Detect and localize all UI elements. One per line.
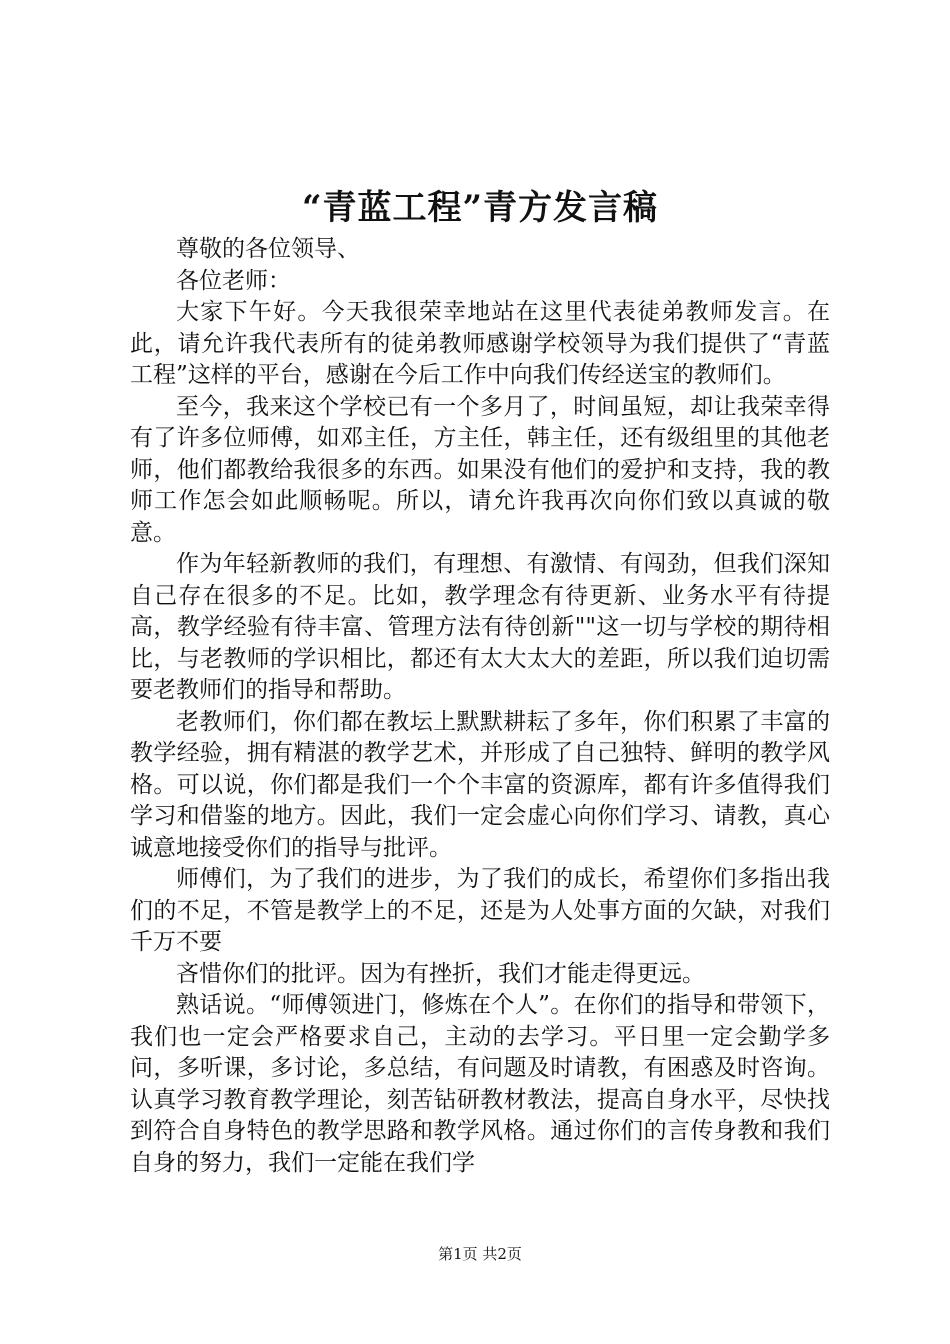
page-number-footer: 第1页 共2页 (438, 1245, 522, 1263)
salutation-line: 各位老师： (176, 267, 291, 294)
document-body (130, 234, 830, 1179)
document-title: “青蓝工程”青方发言稿 (301, 188, 659, 228)
paragraph: 吝惜你们的批评。因为有挫折，我们才能走得更远。 (176, 960, 705, 987)
paragraph: 老教师们，你们都在教坛上默默耕耘了多年，你们积累了丰富的教学经验，拥有精湛的教学艺术，并形成了自己独特、鲜明的教学风格。可以说，你们都是我们一个个丰富的资源库，都有许多值得我们学习和借鉴的地方。因此，我们一定会虚心向你们学习、请教，真心诚意地接受你们的指导与批评。 (130, 708, 830, 861)
paragraph: 大家下午好。今天我很荣幸地站在这里代表徒弟教师发言。在此，请允许我代表所有的徒弟教师感谢学校领导为我们提供了“青蓝工程”这样的平台，感谢在今后工作中向我们传经送宝的教师们。 (130, 299, 830, 388)
paragraph: 熟话说。“师傅领进门，修炼在个人”。在你们的指导和带领下，我们也一定会严格要求自己，主动的去学习。平日里一定会勤学多问，多听课，多讨论，多总结，有问题及时请教，有困惑及时咨询。认真学习教育教学理论，刻苦钻研教材教法，提高自身水平，尽快找到符合自身特色的教学思路和教学风格。通过你们的言传身教和我们自身的努力，我们一定能在我们学 (130, 992, 830, 1176)
paragraph: 师傅们，为了我们的进步，为了我们的成长，希望你们多指出我们的不足，不管是教学上的不足，还是为人处事方面的欠缺，对我们千万不要 (130, 866, 830, 955)
paragraph: 作为年轻新教师的我们，有理想、有激情、有闯劲，但我们深知自己存在很多的不足。比如，教学理念有待更新、业务水平有待提高，教学经验有待丰富、管理方法有待创新""这一切与学校的期待相比，与老教师的学识相比，都还有太大太大的差距，所以我们迫切需要老教师们的指导和帮助。 (130, 551, 830, 703)
paragraph: 至今，我来这个学校已有一个多月了，时间虽短，却让我荣幸得有了许多位师傅，如邓主任，方主任，韩主任，还有级组里的其他老师，他们都教给我很多的东西。如果没有他们的爱护和支持，我的教师工作怎会如此顺畅呢。所以，请允许我再次向你们致以真诚的敬意。 (130, 393, 830, 546)
document-page (130, 0, 830, 1344)
salutation-line: 尊敬的各位领导、 (176, 236, 360, 262)
